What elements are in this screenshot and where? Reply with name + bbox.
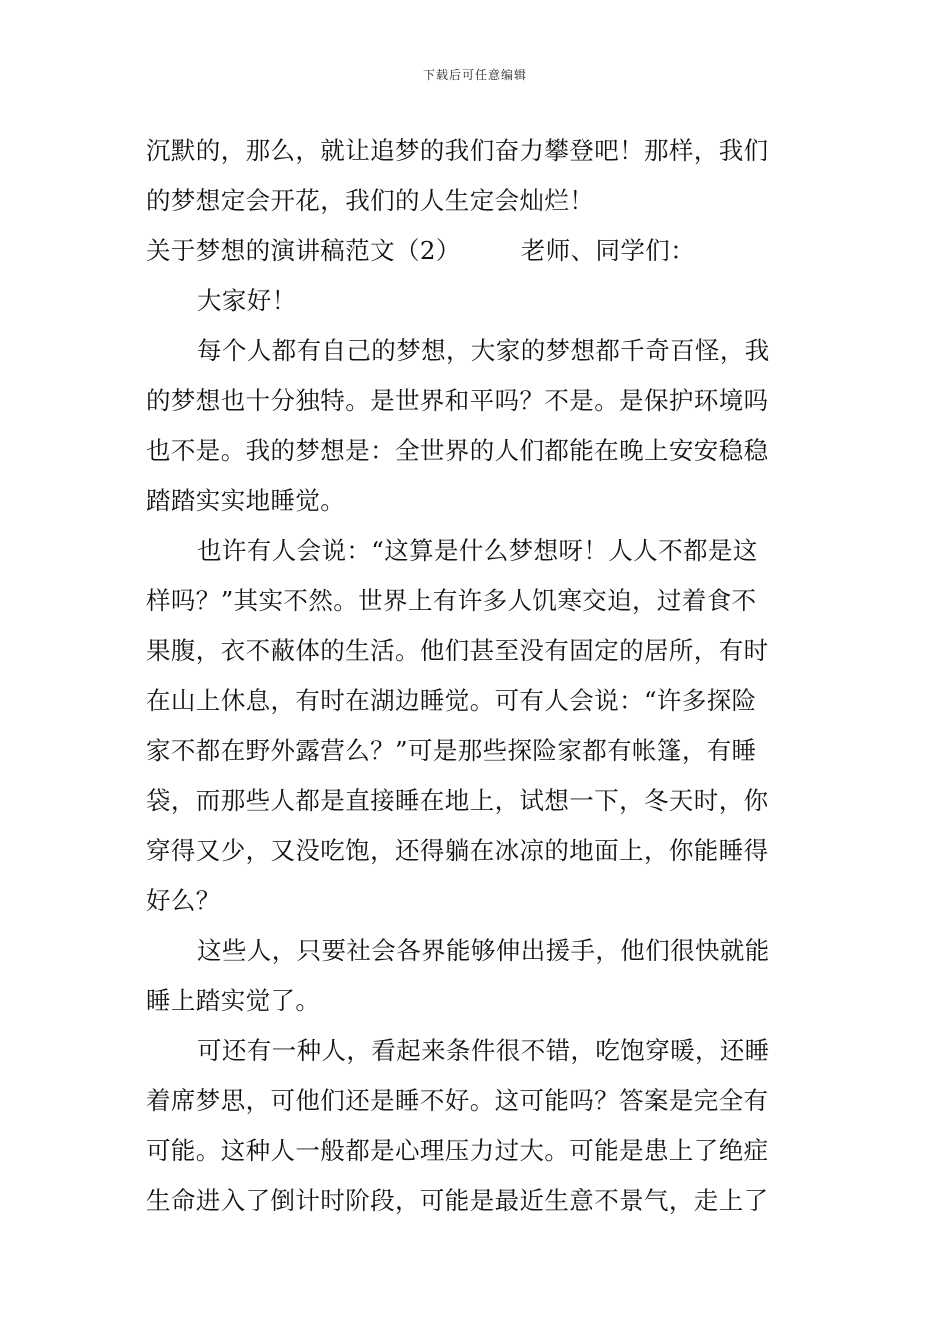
text-line: 踏踏实实地睡觉。 [146, 486, 346, 515]
text-line: 着席梦思，可他们还是睡不好。这可能吗？答案是完全有 [146, 1086, 769, 1115]
text-line: 每个人都有自己的梦想，大家的梦想都千奇百怪，我 [197, 336, 770, 365]
text-line: 样吗？”其实不然。世界上有许多人饥寒交迫，过着食不 [146, 586, 757, 615]
text-line: 袋，而那些人都是直接睡在地上，试想一下，冬天时，你 [146, 786, 769, 815]
salutation: 老师、同学们： [520, 236, 696, 265]
text-line: 可还有一种人，看起来条件很不错，吃饱穿暖，还睡 [197, 1036, 770, 1065]
document-body [146, 126, 806, 1226]
text-line: 可能。这种人一般都是心理压力过大。可能是患上了绝症 [146, 1136, 769, 1165]
text-line: 沉默的，那么，就让追梦的我们奋力攀登吧！那样，我们 [146, 136, 769, 165]
text-line: 好么？ [146, 886, 221, 915]
greeting-line: 大家好！ [197, 286, 297, 315]
text-line: 这些人，只要社会各界能够伸出援手，他们很快就能 [197, 936, 770, 965]
text-line: 果腹，衣不蔽体的生活。他们甚至没有固定的居所，有时 [146, 636, 769, 665]
text-line: 睡上踏实觉了。 [146, 986, 321, 1015]
text-line: 穿得又少，又没吃饱，还得躺在冰凉的地面上，你能睡得 [146, 836, 769, 865]
text-line: 也不是。我的梦想是：全世界的人们都能在晚上安安稳稳 [146, 436, 769, 465]
header-note: 下载后可任意编辑 [422, 68, 527, 82]
text-line: 家不都在野外露营么？”可是那些探险家都有帐篷，有睡 [146, 736, 757, 765]
text-line: 在山上休息，有时在湖边睡觉。可有人会说：“许多探险 [146, 686, 757, 715]
text-line: 的梦想也十分独特。是世界和平吗？不是。是保护环境吗 [146, 386, 769, 415]
text-line: 生命进入了倒计时阶段，可能是最近生意不景气，走上了 [146, 1186, 769, 1215]
text-line: 也许有人会说：“这算是什么梦想呀！人人不都是这 [197, 536, 758, 565]
section-heading-line [146, 226, 806, 276]
section-title: 关于梦想的演讲稿范文（2） [146, 236, 461, 265]
text-line: 的梦想定会开花，我们的人生定会灿烂！ [146, 186, 595, 215]
